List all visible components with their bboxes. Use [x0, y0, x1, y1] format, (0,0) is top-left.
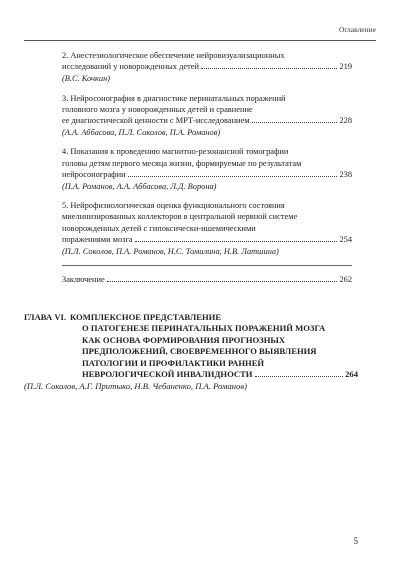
toc-entry-line: поражениями мозга: [62, 234, 133, 244]
toc-entry-line: нейросонографии: [62, 169, 126, 179]
divider: [62, 265, 352, 266]
dot-leader: [201, 68, 338, 69]
dot-leader: [128, 176, 338, 177]
running-head-title: Оглавление: [338, 25, 376, 34]
page-number: 254: [339, 234, 352, 244]
toc-entry-line: головного мозга у новорожденных детей и сравнение: [62, 104, 253, 114]
page-folio: 5: [353, 536, 358, 546]
page-number: 219: [339, 62, 352, 72]
toc-entry-line: 2. Анестезиологическое обеспечение нейровизуализационных: [62, 51, 285, 60]
toc-entry-line: 3. Нейросонография в диагностике перинатальных поражений: [62, 93, 286, 103]
toc-entry-line: новорожденных детей с гипоксически-ишемическими: [62, 223, 256, 233]
toc-entry-line: миелинизированных коллекторов в центральной нервной системе: [62, 212, 298, 222]
page-number: 228: [339, 116, 352, 126]
toc-entry-last-line: [62, 61, 352, 72]
chapter-heading: [24, 312, 358, 323]
toc-entry-line: головы детям первого месяца жизни, формируемые по результатам: [62, 158, 302, 168]
dot-leader: [107, 281, 338, 282]
toc-entry-line: ее диагностической ценности с МРТ-исследованием: [62, 116, 250, 126]
chapter-number: ГЛАВА VI.: [24, 312, 67, 322]
toc-entry-last-line: [62, 234, 352, 245]
dot-leader: [135, 241, 338, 242]
authors: (А.А. Аббасова, П.Л. Соколов, П.А. Романов): [62, 128, 221, 138]
chapter-entry[interactable]: [24, 312, 358, 393]
page-number: 262: [339, 275, 352, 285]
chapter-title-line: ПРЕДПОЛОЖЕНИЙ, СВОЕВРЕМЕННОГО ВЫЯВЛЕНИЯ: [82, 346, 317, 357]
table-of-contents: [62, 50, 352, 293]
chapter-title-line: О ПАТОГЕНЕЗЕ ПЕРИНАТАЛЬНЫХ ПОРАЖЕНИЙ МОЗГА: [82, 323, 326, 334]
chapter-title-line: ПАТОЛОГИИ И ПРОФИЛАКТИКИ РАННЕЙ: [82, 357, 265, 368]
toc-entry-line: 4. Показания к проведению магнитно-резонансной томографии: [62, 147, 289, 157]
chapter-title-line: НЕВРОЛОГИЧЕСКОЙ ИНВАЛИДНОСТИ: [82, 369, 253, 380]
toc-entry-line: Заключение: [62, 275, 105, 285]
toc-entry-last-line: [62, 274, 352, 285]
chapter-title-line: КОМПЛЕКСНОЕ ПРЕДСТАВЛЕНИЕ: [70, 312, 222, 322]
toc-entry-line: исследований у новорожденных детей: [62, 62, 199, 72]
dot-leader: [255, 376, 344, 377]
authors: (П.Л. Соколов, А.Г. Притыко, Н.В. Чебаненко, П.А. Романов): [24, 381, 247, 392]
running-head: [24, 20, 376, 41]
toc-entry-last-line: [62, 115, 352, 126]
toc-entry[interactable]: [62, 50, 352, 85]
authors: (П.Л. Соколов, П.А. Романов, Н.С. Томилина, Н.В. Латшина): [62, 247, 279, 257]
page-number: 238: [339, 169, 352, 179]
authors: (В.С. Кочкин): [62, 74, 111, 84]
chapter-title-line: КАК ОСНОВА ФОРМИРОВАНИЯ ПРОГНОЗНЫХ: [82, 334, 286, 345]
toc-entry-conclusion[interactable]: [62, 274, 352, 285]
toc-entry-line: 5. Нейрофизиологическая оценка функционального состояния: [62, 201, 285, 211]
authors: (П.А. Романов, А.А. Аббасова, Л.Д. Ворона): [62, 182, 217, 192]
page-number: 264: [345, 369, 358, 380]
chapter-title-last-line: [24, 369, 358, 380]
toc-entry[interactable]: [62, 93, 352, 139]
toc-entry[interactable]: [62, 146, 352, 192]
toc-entry-last-line: [62, 169, 352, 180]
dot-leader: [252, 122, 338, 123]
toc-entry[interactable]: [62, 200, 352, 257]
